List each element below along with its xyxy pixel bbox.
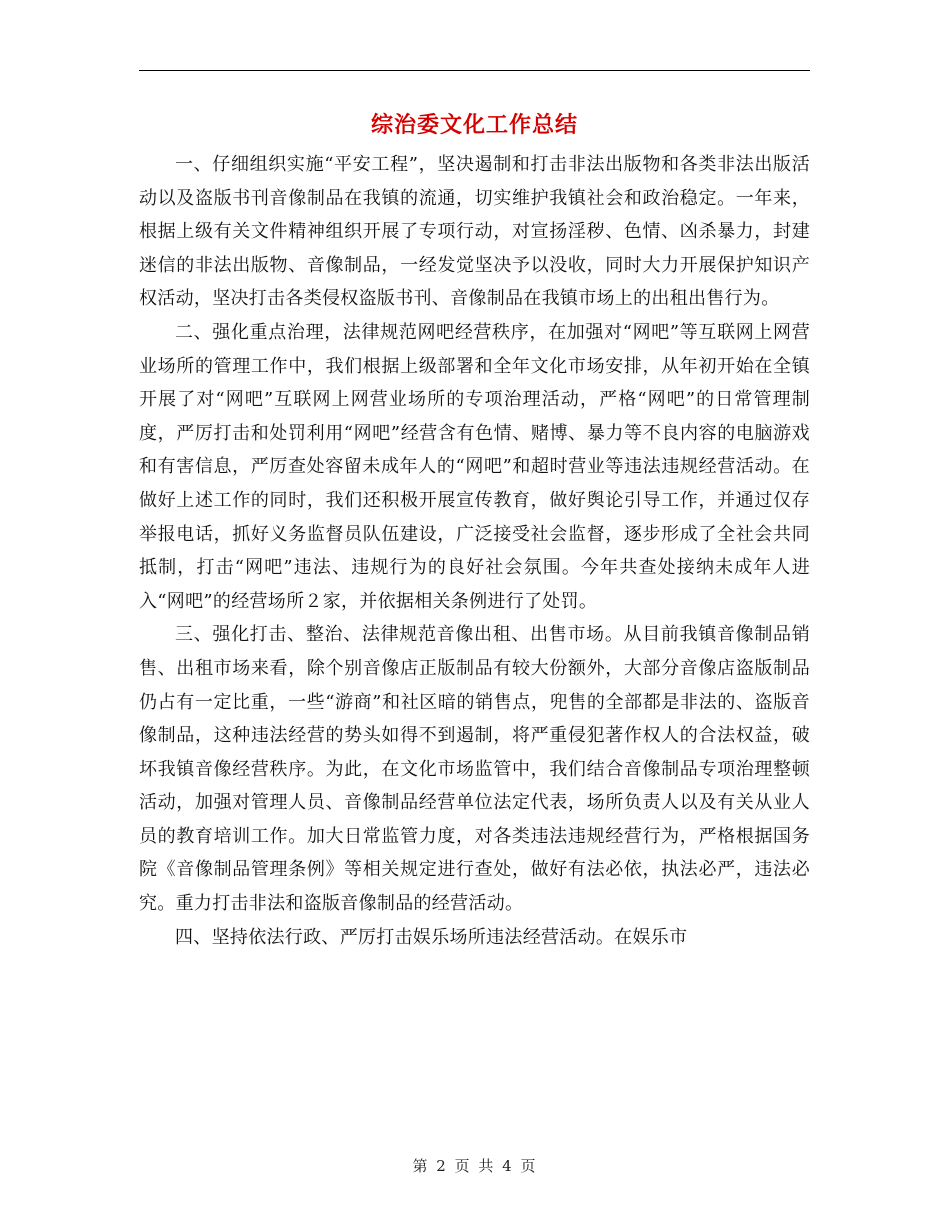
header-rule xyxy=(139,70,810,71)
paragraph-2: 二、强化重点治理，法律规范网吧经营秩序，在加强对“网吧”等互联网上网营业场所的管理工作中，我们根据上级部署和全年文化市场安排，从年初开始在全镇开展了对“网吧”互联网上网营业场所的专项治理活动，严格“网吧”的日常管理制度，严厉打击和处罚利用“网吧”经营含有色情、赌博、暴力等不良内容的电脑游戏和有害信息，严厉查处容留未成年人的“网吧”和超时营业等违法违规经营活动。在做好上述工作的同时，我们还积极开展宣传教育，做好舆论引导工作，并通过仅存举报电话，抓好义务监督员队伍建设，广泛接受社会监督，逐步形成了全社会共同抵制，打击“网吧”违法、违规行为的良好社会氛围。今年共查处接纳未成年人进入“网吧”的经营场所２家，并依据相关条例进行了处罚。 xyxy=(139,321,810,612)
page-footer xyxy=(0,1155,950,1176)
paragraph-4: 四、坚持依法行政、严厉打击娱乐场所违法经营活动。在娱乐市 xyxy=(175,926,688,948)
paragraph-3: 三、强化打击、整治、法律规范音像出租、出售市场。从目前我镇音像制品销售、出租市场来看，除个别音像店正版制品有较大份额外，大部分音像店盗版制品仍占有一定比重，一些“游商”和社区暗的销售点，兜售的全部都是非法的、盗版音像制品，这种违法经营的势头如得不到遏制，将严重侵犯著作权人的合法权益，破坏我镇音像经营秩序。为此，在文化市场监管中，我们结合音像制品专项治理整顿活动，加强对管理人员、音像制品经营单位法定代表，场所负责人以及有关从业人员的教育培训工作。加大日常监管力度，对各类违法违规经营行为，严格根据国务院《音像制品管理条例》等相关规定进行查处，做好有法必依，执法必严，违法必究。重力打击非法和盗版音像制品的经营活动。 xyxy=(139,624,810,915)
paragraph-1: 一、仔细组织实施“平安工程”，坚决遏制和打击非法出版物和各类非法出版活动以及盗版书刊音像制品在我镇的流通，切实维护我镇社会和政治稳定。一年来，根据上级有关文件精神组织开展了专项行动，对宣扬淫秽、色情、凶杀暴力，封建迷信的非法出版物、音像制品，一经发觉坚决予以没收，同时大力开展保护知识产权活动，坚决打击各类侵权盗版书刊、音像制品在我镇市场上的出租出售行为。 xyxy=(139,154,810,310)
page-number-label: 第 2 页 共 4 页 xyxy=(412,1157,538,1175)
document-title: 综治委文化工作总结 xyxy=(370,112,578,138)
document-body xyxy=(139,148,810,954)
